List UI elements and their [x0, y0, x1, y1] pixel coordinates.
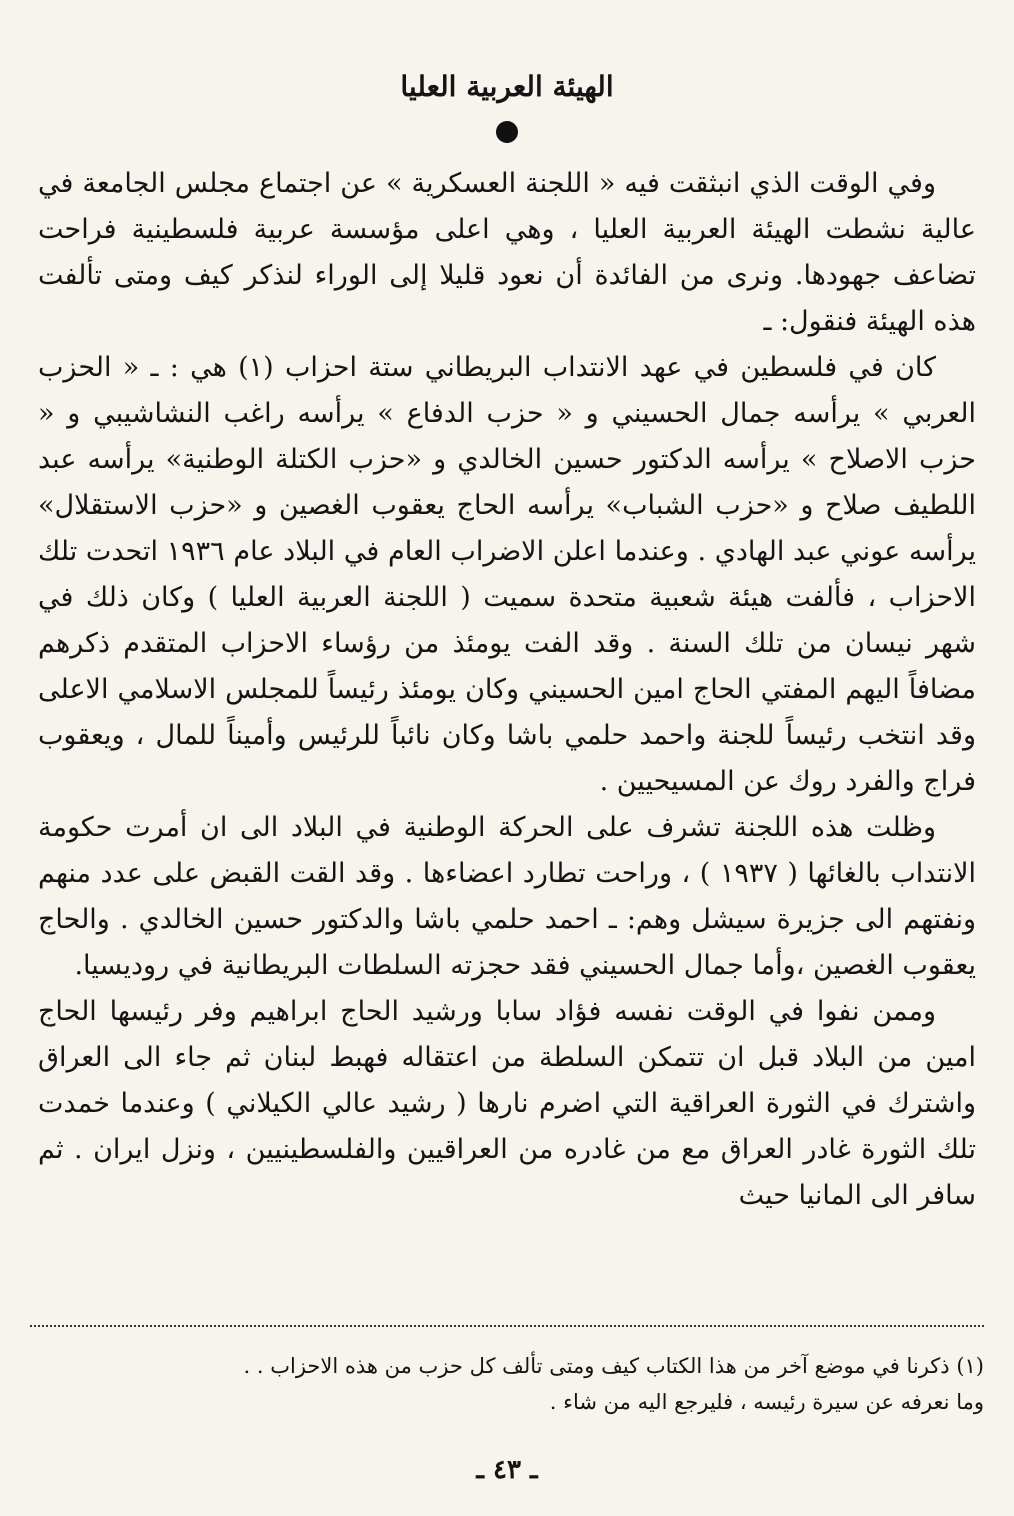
paragraph: وفي الوقت الذي انبثقت فيه « اللجنة العسكرية » عن اجتماع مجلس الجامعة في عالية نشطت الهيئة العربية العليا ، وهي اعلى مؤسسة عربية فلسطينية فراحت تضاعف جهودها. ونرى من الفائدة أن نعود قليلا إلى الوراء لنذكر كيف ومتى تألفت هذه الهيئة فنقول: ـ [38, 168, 976, 337]
footnote-line: وما نعرفه عن سيرة رئيسه ، فليرجع اليه من شاء . [549, 1390, 984, 1414]
page-number: ـ ٤٣ ـ [476, 1455, 538, 1485]
footnote-divider [30, 1325, 984, 1327]
main-text [38, 161, 976, 1219]
page-title: الهيئة العربية العليا [400, 70, 614, 103]
paragraph: وممن نفوا في الوقت نفسه فؤاد سابا ورشيد الحاج ابراهيم وفر رئيسها الحاج امين من البلاد قبل ان تتمكن السلطة من اعتقاله فهبط لبنان ثم جاء الى العراق واشترك في الثورة العراقية التي اضرم نارها ( رشيد عالي الكيلاني ) وعندما خمدت تلك الثورة غادر العراق مع من غادره من العراقيين والفلسطينيين ، ونزل ايران . ثم سافر الى المانيا حيث [38, 996, 976, 1211]
paragraph: وظلت هذه اللجنة تشرف على الحركة الوطنية في البلاد الى ان أمرت حكومة الانتداب بالغائها ( ١٩٣٧ ) ، وراحت تطارد اعضاءها . وقد القت القبض على عدد منهم ونفتهم الى جزيرة سيشل وهم: ـ احمد حلمي باشا والدكتور حسين الخالدي . والحاج يعقوب الغصين ،وأما جمال الحسيني فقد حجزته السلطات البريطانية في روديسيا. [38, 812, 977, 981]
footnote-line: (١) ذكرنا في موضع آخر من هذا الكتاب كيف ومتى تألف كل حزب من هذه الاحزاب . . [243, 1354, 984, 1378]
title-bullet-icon [496, 121, 518, 143]
paragraph: كان في فلسطين في عهد الانتداب البريطاني ستة احزاب (١) هي : ـ « الحزب العربي » يرأسه جمال الحسيني و « حزب الدفاع » يرأسه راغب النشاشيبي و « حزب الاصلاح » يرأسه الدكتور حسين الخالدي و «حزب الكتلة الوطنية» يرأسه عبد اللطيف صلاح و «حزب الشباب» يرأسه الحاج يعقوب الغصين و «حزب الاستقلال» يرأسه عوني عبد الهادي . وعندما اعلن الاضراب العام في البلاد عام ١٩٣٦ اتحدت تلك الاحزاب ، فألفت هيئة شعبية متحدة سميت ( اللجنة العربية العليا ) وكان ذلك في شهر نيسان من تلك السنة . وقد الفت يومئذ من رؤساء الاحزاب المتقدم ذكرهم مضافاً اليهم المفتي الحاج امين الحسيني وكان يومئذ رئيساً للمجلس الاسلامي الاعلى وقد انتخب رئيساً للجنة واحمد حلمي باشا وكان نائباً للرئيس وأميناً للمال ، ويعقوب فراج والفرد روك عن المسيحيين . [38, 352, 976, 797]
footnotes [30, 1348, 984, 1420]
